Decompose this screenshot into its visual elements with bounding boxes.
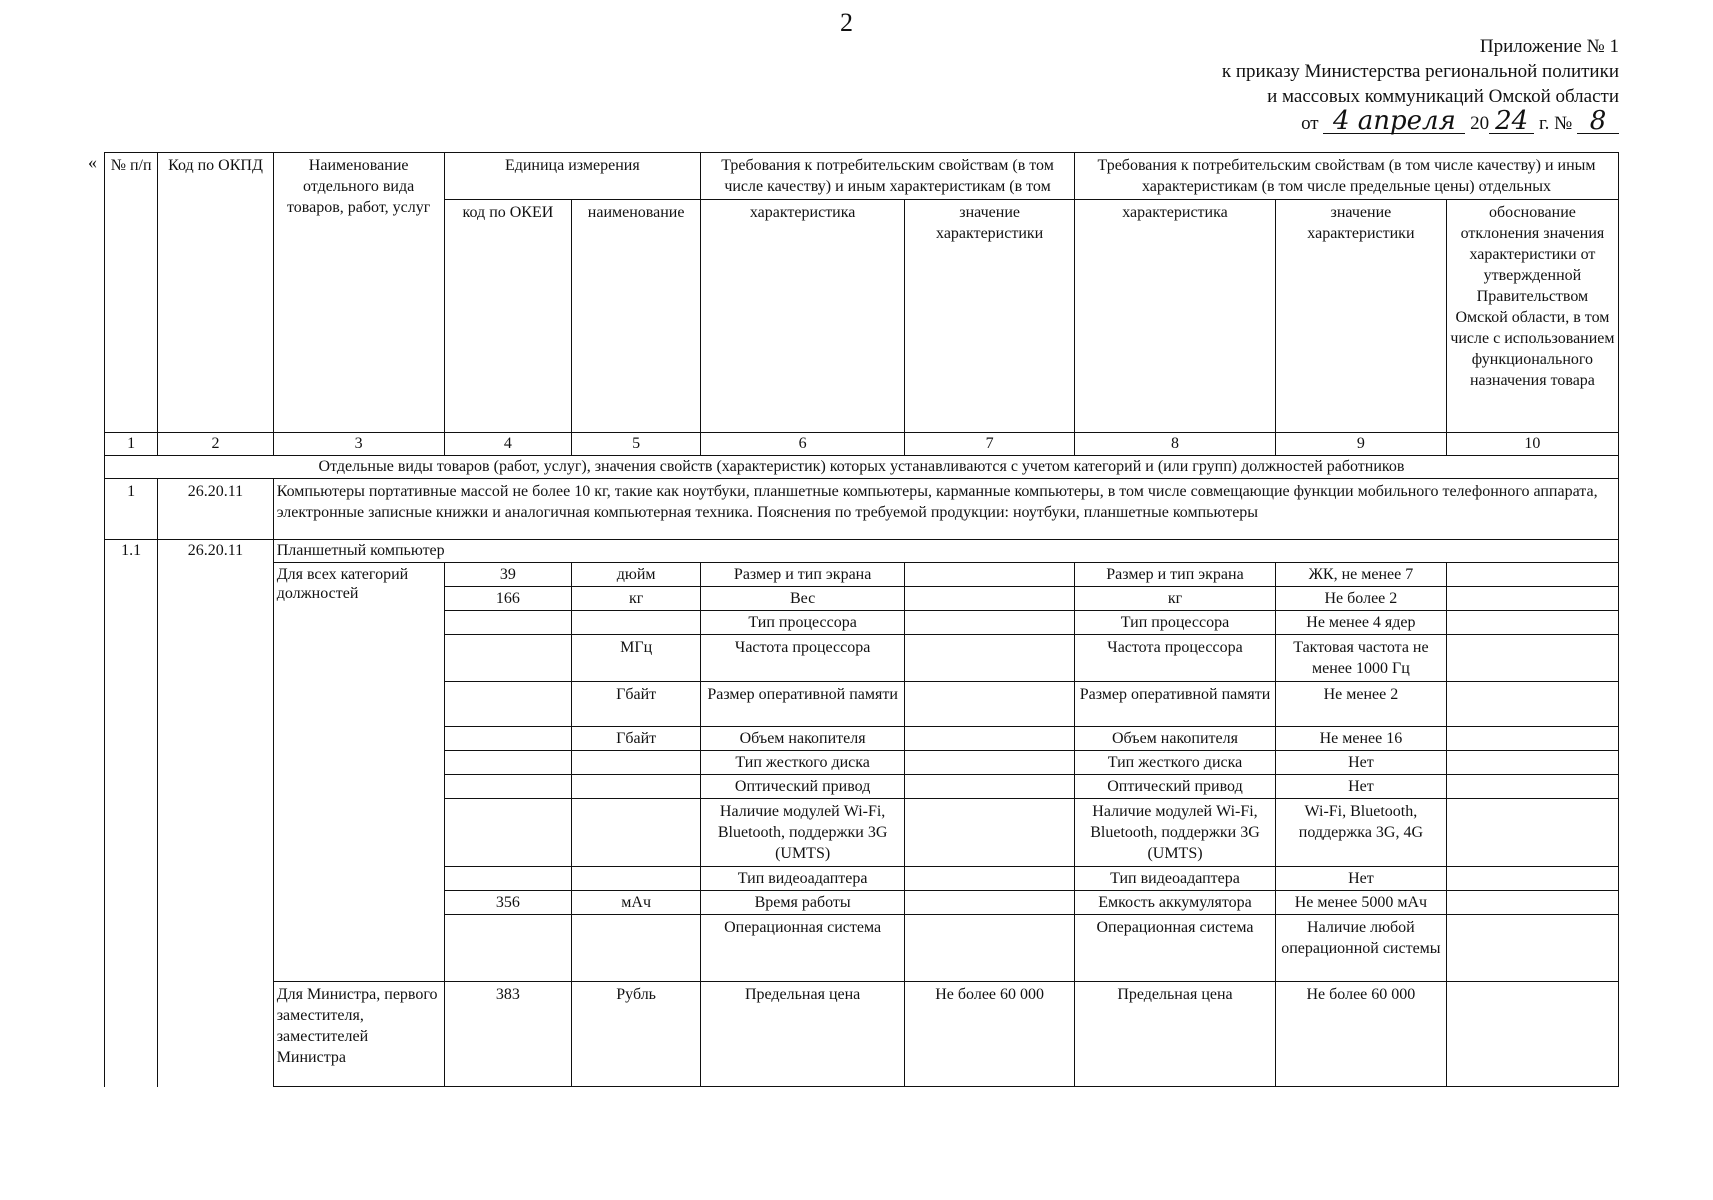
characteristic-value-2: Не менее 4 ядер — [1275, 611, 1446, 635]
characteristic: Время работы — [701, 891, 905, 915]
unit-name — [572, 751, 701, 775]
characteristic: Размер оперативной памяти — [701, 682, 905, 727]
header-req2-reason: обоснование отклонения значения характеристики от утвержденной Правительством Омской области, в том числе с использованием функционального назначения товара — [1446, 200, 1618, 433]
page-number: 2 — [840, 8, 853, 37]
col-number: 1 — [105, 433, 158, 456]
opening-quote: « — [88, 152, 97, 172]
characteristic-value — [905, 611, 1075, 635]
group-minister: Для Министра, первого заместителя, заместителей Министра — [273, 982, 444, 1087]
col-number: 5 — [572, 433, 701, 456]
header-req2-char: характеристика — [1075, 200, 1276, 433]
annex-order-line: к приказу Министерства региональной политики — [1221, 61, 1619, 82]
characteristic-value — [905, 799, 1075, 867]
col-number: 6 — [701, 433, 905, 456]
characteristic: Тип процессора — [701, 611, 905, 635]
characteristic-value — [905, 775, 1075, 799]
header-unit-group: Единица измерения — [444, 153, 700, 200]
okei-code: 383 — [444, 982, 572, 1087]
handwritten-year: 24 — [1489, 109, 1534, 134]
deviation-reason — [1446, 751, 1618, 775]
annex-ministry-line: и массовых коммуникаций Омской области — [1267, 86, 1619, 107]
characteristic-value — [905, 751, 1075, 775]
deviation-reason — [1446, 982, 1618, 1087]
characteristic-value-2: Нет — [1275, 751, 1446, 775]
unit-name — [572, 867, 701, 891]
characteristic-value-2: Нет — [1275, 867, 1446, 891]
characteristic: Размер и тип экрана — [701, 563, 905, 587]
unit-name — [572, 611, 701, 635]
characteristic-value-2: Тактовая частота не менее 1000 Гц — [1275, 635, 1446, 682]
header-unit-name: наименование — [572, 200, 701, 433]
characteristic: Тип жесткого диска — [701, 751, 905, 775]
characteristic-value-2: Не менее 16 — [1275, 727, 1446, 751]
item-1-1-code: 26.20.11 — [158, 540, 273, 1087]
characteristic-2: Объем накопителя — [1075, 727, 1276, 751]
characteristic-value-2: Наличие любой операционной системы — [1275, 915, 1446, 982]
deviation-reason — [1446, 915, 1618, 982]
item-1-row — [105, 479, 1619, 540]
deviation-reason — [1446, 587, 1618, 611]
okei-code — [444, 775, 572, 799]
item-1-description: Компьютеры портативные массой не более 10 кг, такие как ноутбуки, планшетные компьютеры, карманные компьютеры, в том числе совмещающие функции мобильного телефонного аппарата, электронные записные книжки и аналогичная компьютерная техника. Пояснения по требуемой продукции: ноутбуки, планшетные компьютеры — [273, 479, 1618, 540]
okei-code — [444, 611, 572, 635]
characteristic-value — [905, 915, 1075, 982]
col-number: 3 — [273, 433, 444, 456]
characteristic-value: Не более 60 000 — [905, 982, 1075, 1087]
characteristic-2: Частота процессора — [1075, 635, 1276, 682]
okei-code — [444, 867, 572, 891]
requirements-table — [104, 152, 1619, 1087]
characteristic-value — [905, 682, 1075, 727]
characteristic-2: Тип процессора — [1075, 611, 1276, 635]
annex-header — [1222, 34, 1619, 136]
characteristic-value-2: Не более 60 000 — [1275, 982, 1446, 1087]
unit-name: МГц — [572, 635, 701, 682]
deviation-reason — [1446, 867, 1618, 891]
unit-name: Гбайт — [572, 682, 701, 727]
characteristic-2: Емкость аккумулятора — [1075, 891, 1276, 915]
table-header-row — [105, 153, 1619, 200]
deviation-reason — [1446, 563, 1618, 587]
item-1-1-num: 1.1 — [105, 540, 158, 1087]
header-req1-value: значение характеристики — [905, 200, 1075, 433]
group-all-positions: Для всех категорий должностей — [273, 563, 444, 982]
header-name: Наименование отдельного вида товаров, работ, услуг — [273, 153, 444, 433]
deviation-reason — [1446, 727, 1618, 751]
characteristic-2: Тип видеоадаптера — [1075, 867, 1276, 891]
characteristic: Тип видеоадаптера — [701, 867, 905, 891]
characteristic-value — [905, 727, 1075, 751]
year-prefix: 20 — [1470, 113, 1490, 134]
characteristic-value-2: Wi-Fi, Bluetooth, поддержка 3G, 4G — [1275, 799, 1446, 867]
characteristic-value-2: Нет — [1275, 775, 1446, 799]
characteristic: Операционная система — [701, 915, 905, 982]
col-number: 2 — [158, 433, 273, 456]
header-num: № п/п — [105, 153, 158, 433]
col-number: 4 — [444, 433, 572, 456]
characteristic-value — [905, 635, 1075, 682]
col-number: 10 — [1446, 433, 1618, 456]
unit-name: Рубль — [572, 982, 701, 1087]
deviation-reason — [1446, 775, 1618, 799]
handwritten-number: 8 — [1577, 109, 1619, 134]
header-okpd: Код по ОКПД — [158, 153, 273, 433]
item-1-code: 26.20.11 — [158, 479, 273, 540]
okei-code — [444, 727, 572, 751]
okei-code — [444, 682, 572, 727]
characteristic: Вес — [701, 587, 905, 611]
table-row — [105, 563, 1619, 587]
okei-code — [444, 751, 572, 775]
characteristic-value-2: Не менее 2 — [1275, 682, 1446, 727]
header-req1-char: характеристика — [701, 200, 905, 433]
characteristic-value-2: Не более 2 — [1275, 587, 1446, 611]
characteristic-2: кг — [1075, 587, 1276, 611]
year-suffix: г. № — [1538, 113, 1573, 134]
characteristic-value — [905, 563, 1075, 587]
deviation-reason — [1446, 635, 1618, 682]
deviation-reason — [1446, 799, 1618, 867]
handwritten-date: 4 апреля — [1323, 109, 1465, 134]
characteristic: Объем накопителя — [701, 727, 905, 751]
okei-code: 356 — [444, 891, 572, 915]
unit-name — [572, 799, 701, 867]
column-numbers-row — [105, 433, 1619, 456]
characteristic-2: Размер и тип экрана — [1075, 563, 1276, 587]
characteristic-2: Операционная система — [1075, 915, 1276, 982]
header-req2-value: значение характеристики — [1275, 200, 1446, 433]
item-1-1-name: Планшетный компьютер — [273, 540, 1618, 563]
okei-code: 166 — [444, 587, 572, 611]
okei-code — [444, 915, 572, 982]
unit-name — [572, 775, 701, 799]
annex-date-line — [1222, 106, 1619, 136]
header-req2-group: Требования к потребительским свойствам (в том числе качеству) и иным характеристикам (в том числе предельные цены) отдельных — [1075, 153, 1619, 200]
unit-name — [572, 915, 701, 982]
deviation-reason — [1446, 682, 1618, 727]
characteristic-2: Оптический привод — [1075, 775, 1276, 799]
unit-name: дюйм — [572, 563, 701, 587]
characteristic-value — [905, 867, 1075, 891]
characteristic: Оптический привод — [701, 775, 905, 799]
category-caption-row — [105, 456, 1619, 479]
annex-title: Приложение № 1 — [1479, 36, 1619, 57]
characteristic-value — [905, 587, 1075, 611]
characteristic-value — [905, 891, 1075, 915]
header-unit-code: код по ОКЕИ — [444, 200, 572, 433]
characteristic-2: Наличие модулей Wi-Fi, Bluetooth, поддержки 3G (UMTS) — [1075, 799, 1276, 867]
unit-name: кг — [572, 587, 701, 611]
category-caption: Отдельные виды товаров (работ, услуг), значения свойств (характеристик) которых устанавливаются с учетом категорий и (или групп) должностей работников — [105, 456, 1619, 479]
item-1-num: 1 — [105, 479, 158, 540]
deviation-reason — [1446, 891, 1618, 915]
item-1-1-row — [105, 540, 1619, 563]
col-number: 7 — [905, 433, 1075, 456]
deviation-reason — [1446, 611, 1618, 635]
characteristic-2: Тип жесткого диска — [1075, 751, 1276, 775]
col-number: 9 — [1275, 433, 1446, 456]
unit-name: Гбайт — [572, 727, 701, 751]
characteristic-2: Предельная цена — [1075, 982, 1276, 1087]
characteristic-value-2: Не менее 5000 мАч — [1275, 891, 1446, 915]
from-label: от — [1301, 113, 1319, 134]
characteristic-value-2: ЖК, не менее 7 — [1275, 563, 1446, 587]
okei-code — [444, 635, 572, 682]
characteristic-2: Размер оперативной памяти — [1075, 682, 1276, 727]
minister-row — [105, 982, 1619, 1087]
okei-code — [444, 799, 572, 867]
characteristic: Частота процессора — [701, 635, 905, 682]
characteristic: Наличие модулей Wi-Fi, Bluetooth, поддержки 3G (UMTS) — [701, 799, 905, 867]
header-req1-group: Требования к потребительским свойствам (в том числе качеству) и иным характеристикам (в том — [701, 153, 1075, 200]
col-number: 8 — [1075, 433, 1276, 456]
characteristic: Предельная цена — [701, 982, 905, 1087]
okei-code: 39 — [444, 563, 572, 587]
unit-name: мАч — [572, 891, 701, 915]
